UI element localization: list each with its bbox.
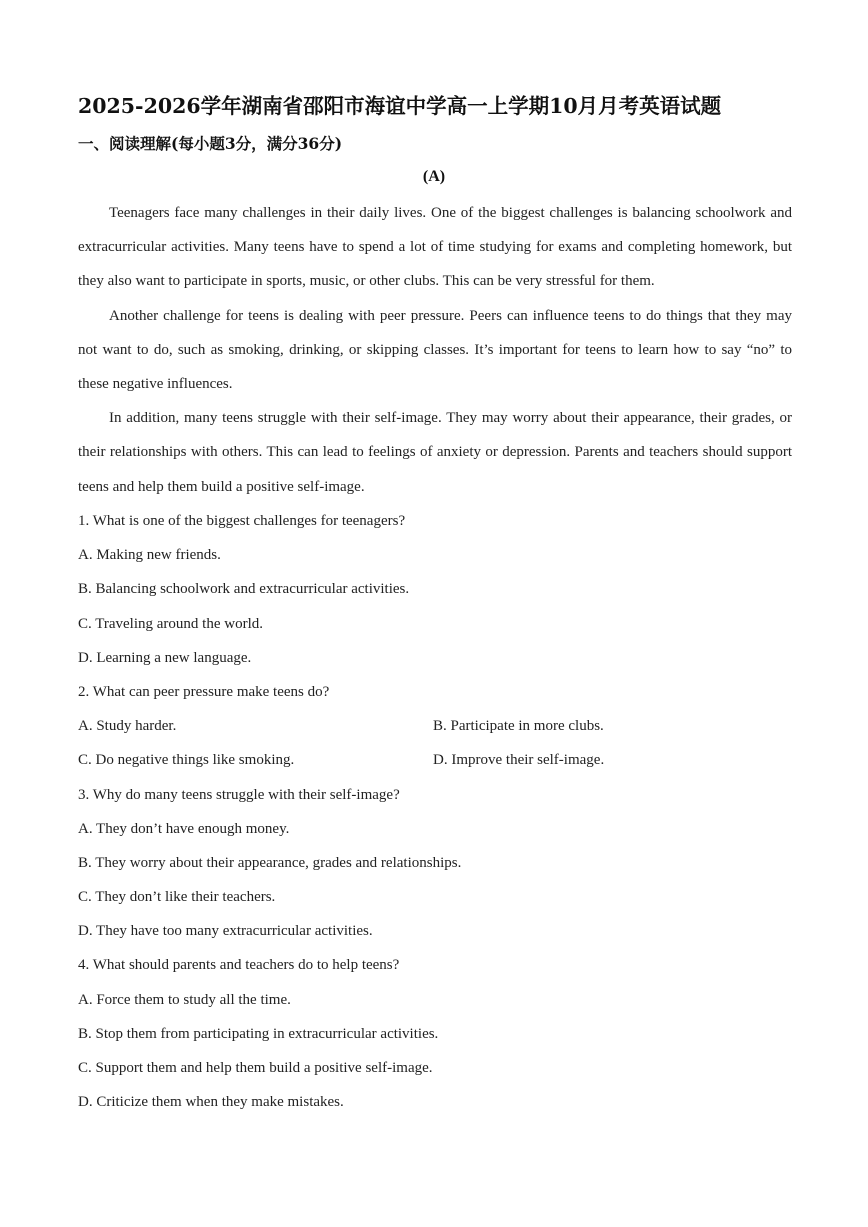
answer-option: B. Participate in more clubs. bbox=[433, 718, 604, 735]
answer-option: C. They don’t like their teachers. bbox=[78, 889, 276, 906]
passage-paragraph: Another challenge for teens is dealing with peer pressure. Peers can influence teens to do things that they may not want to do, such as smoking, drinking, or skipping classes. It’s important for teens to learn how to say “no” to these negative influences. bbox=[78, 307, 792, 393]
section-heading: 一、阅读理解(每小题3分，满分36分) bbox=[78, 134, 343, 153]
document-title: 2025-2026学年湖南省邵阳市海谊中学高一上学期10月月考英语试题 bbox=[78, 94, 722, 118]
option-row bbox=[78, 709, 792, 743]
question-stem: 1. What is one of the biggest challenges for teenagers? bbox=[78, 513, 406, 529]
passage-paragraph: In addition, many teens struggle with their self-image. They may worry about their appearance, their grades, or their relationships with others. This can lead to feelings of anxiety or depression. Parents and teachers should support teens and help them build a positive self-image. bbox=[78, 410, 792, 495]
answer-option: A. They don’t have enough money. bbox=[78, 820, 290, 837]
question-stem: 2. What can peer pressure make teens do? bbox=[78, 683, 330, 700]
answer-option: D. Improve their self-image. bbox=[433, 752, 605, 769]
answer-option: A. Study harder. bbox=[78, 718, 177, 735]
answer-option: A. Making new friends. bbox=[78, 547, 221, 564]
answer-option: D. Learning a new language. bbox=[78, 649, 252, 666]
answer-option: A. Force them to study all the time. bbox=[78, 991, 291, 1008]
reading-passage bbox=[78, 196, 792, 504]
question-stem: 3. Why do many teens struggle with their self-image? bbox=[78, 786, 400, 803]
question-list bbox=[78, 504, 792, 1119]
answer-option: B. Stop them from participating in extracurricular activities. bbox=[78, 1025, 439, 1042]
answer-option: C. Support them and help them build a positive self-image. bbox=[78, 1060, 433, 1076]
answer-option: B. They worry about their appearance, grades and relationships. bbox=[78, 854, 462, 871]
passage-label: (A) bbox=[422, 168, 446, 185]
question-stem: 4. What should parents and teachers do to help teens? bbox=[78, 957, 400, 974]
answer-option: D. They have too many extracurricular activities. bbox=[78, 923, 373, 940]
option-row bbox=[78, 743, 792, 777]
answer-option: B. Balancing schoolwork and extracurricular activities. bbox=[78, 581, 410, 598]
answer-option: C. Do negative things like smoking. bbox=[78, 752, 295, 769]
passage-paragraph: Teenagers face many challenges in their daily lives. One of the biggest challenges is balancing schoolwork and extracurricular activities. Many teens have to spend a lot of time studying for exams and completing homework, but they also want to participate in sports, music, or other clubs. This can be very stressful for them. bbox=[78, 205, 792, 290]
answer-option: C. Traveling around the world. bbox=[78, 615, 263, 632]
answer-option: D. Criticize them when they make mistakes. bbox=[78, 1094, 344, 1111]
